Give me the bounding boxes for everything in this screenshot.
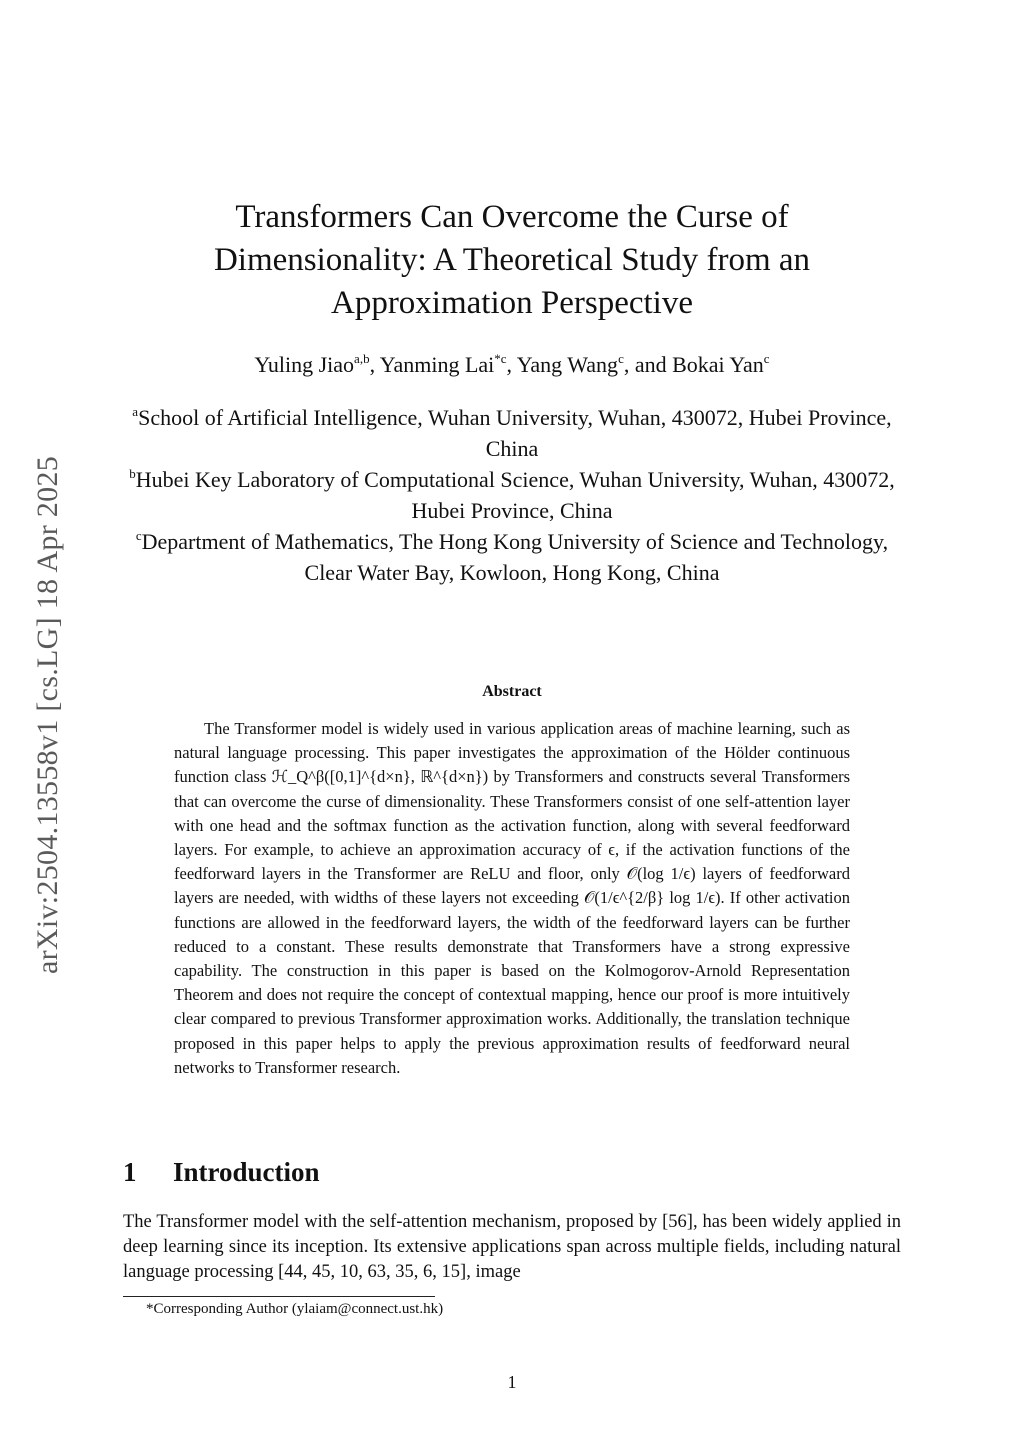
section-heading [123,1157,320,1188]
affiliation [120,402,904,464]
affiliation [120,526,904,588]
page-number: 1 [507,1372,517,1392]
affiliation-mark: b [129,466,136,481]
affiliation-text: Hubei Key Laboratory of Computational Science, Wuhan University, Wuhan, 430072, Hubei Province, China [135,467,895,523]
section-number: 1 [123,1157,137,1187]
abstract-heading: Abstract [482,683,542,700]
section-title: Introduction [173,1157,320,1187]
affiliation-text: Department of Mathematics, The Hong Kong University of Science and Technology, Clear Water Bay, Kowloon, Hong Kong, China [141,529,889,585]
author-name: Bokai Yan [672,352,764,377]
affiliation-text: School of Artificial Intelligence, Wuhan University, Wuhan, 430072, Hubei Province, China [138,405,892,461]
footnote-rule [123,1296,435,1297]
author-name: Yang Wang [516,352,619,377]
author-mark: c [763,351,770,366]
author-mark: *c [494,351,507,366]
author-mark: a,b [354,351,370,366]
affiliation [120,464,904,526]
abstract-body: The Transformer model is widely used in various application areas of machine learning, such as natural language processing. This paper investigates the approximation of the Hölder continuous function class ℋ_Q^β([0,1]^{d×n}, ℝ^{d×n}) by Transformers and constructs several Transformers that can overcome the curse of dimensionality. These Transformers consist of one self-attention layer with one head and the softmax function as the activation function, along with several feedforward layers. For example, to achieve an approximation accuracy of ϵ, if the activation functions of the feedforward layers in the Transformer are ReLU and floor, only 𝒪(log 1/ϵ) layers of feedforward layers are needed, with widths of these layers not exceeding 𝒪(1/ϵ^{2/β} log 1/ϵ). If other activation functions are allowed in the feedforward layers, the width of the feedforward layers can be further reduced to a constant. These results demonstrate that Transformers have a strong expressive capability. The construction in this paper is based on the Kolmogorov-Arnold Representation Theorem and does not require the concept of contextual mapping, hence our proof is more intuitively clear compared to previous Transformer approximation works. Additionally, the translation technique proposed in this paper helps to apply the previous approximation results of feedforward neural networks to Transformer research. [174,719,850,1077]
affiliation-mark: c [135,528,142,543]
footnote: *Corresponding Author (ylaiam@connect.ust.hk) [146,1301,444,1317]
author-name: Yuling Jiao [254,352,355,377]
author-name: Yanming Lai [379,352,495,377]
author-mark: c [618,351,624,366]
paper-title: Transformers Can Overcome the Curse of Dimensionality: A Theoretical Study from an Approximation Perspective [213,199,811,321]
arxiv-identifier: arXiv:2504.13558v1 [cs.LG] 18 Apr 2025 [31,455,64,975]
introduction-paragraph: The Transformer model with the self-attention mechanism, proposed by [56], has been widely applied in deep learning since its inception. Its extensive applications span across multiple fields, including natural language processing [44, 45, 10, 63, 35, 6, 15], image [123,1212,901,1282]
author-list: Yuling Jiao$^{a,b}$, Yanming Lai$^{*c}$, Yang Wang$^c$, and Bokai Yan$^c$ [254,351,770,377]
affiliation-list [120,402,904,588]
affiliation-mark: a [132,404,139,419]
